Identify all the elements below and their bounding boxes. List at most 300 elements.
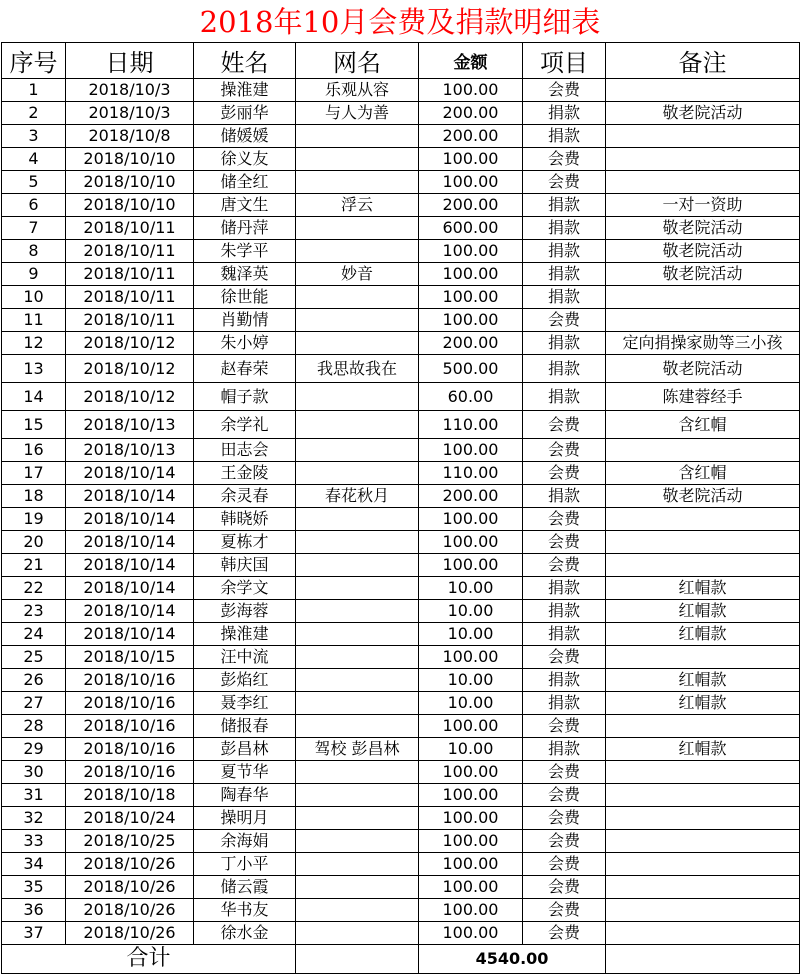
cell-item: 会费 <box>523 531 606 554</box>
cell-remark <box>606 922 800 945</box>
total-row <box>2 945 800 974</box>
cell-nickname <box>296 148 419 171</box>
cell-index: 25 <box>2 646 66 669</box>
cell-amount: 100.00 <box>419 309 523 332</box>
cell-amount: 100.00 <box>419 784 523 807</box>
table-row <box>2 171 800 194</box>
cell-item: 会费 <box>523 439 606 462</box>
cell-name: 聂李红 <box>194 692 296 715</box>
ledger-table <box>1 42 800 974</box>
cell-name: 赵春荣 <box>194 355 296 383</box>
cell-date: 2018/10/14 <box>66 577 194 600</box>
cell-item: 会费 <box>523 171 606 194</box>
cell-name: 朱小婷 <box>194 332 296 355</box>
cell-index: 11 <box>2 309 66 332</box>
cell-name: 操淮建 <box>194 79 296 102</box>
cell-date: 2018/10/11 <box>66 286 194 309</box>
cell-name: 储报春 <box>194 715 296 738</box>
cell-remark: 敬老院活动 <box>606 102 800 125</box>
table-row <box>2 646 800 669</box>
table-row <box>2 383 800 411</box>
cell-remark: 红帽款 <box>606 692 800 715</box>
cell-index: 29 <box>2 738 66 761</box>
cell-item: 捐款 <box>523 263 606 286</box>
header-nickname: 网名 <box>296 43 419 79</box>
cell-date: 2018/10/15 <box>66 646 194 669</box>
cell-index: 10 <box>2 286 66 309</box>
cell-item: 会费 <box>523 807 606 830</box>
cell-nickname <box>296 171 419 194</box>
cell-nickname <box>296 692 419 715</box>
cell-amount: 100.00 <box>419 240 523 263</box>
table-row <box>2 240 800 263</box>
table-row <box>2 738 800 761</box>
cell-remark <box>606 286 800 309</box>
table-row <box>2 807 800 830</box>
cell-item: 捐款 <box>523 102 606 125</box>
cell-name: 帽子款 <box>194 383 296 411</box>
cell-remark <box>606 830 800 853</box>
cell-remark: 定向捐操家勋等三小孩 <box>606 332 800 355</box>
cell-name: 储全红 <box>194 171 296 194</box>
cell-date: 2018/10/14 <box>66 462 194 485</box>
cell-amount: 60.00 <box>419 383 523 411</box>
cell-remark: 敬老院活动 <box>606 485 800 508</box>
cell-nickname <box>296 577 419 600</box>
cell-amount: 600.00 <box>419 217 523 240</box>
cell-index: 21 <box>2 554 66 577</box>
cell-name: 储丹萍 <box>194 217 296 240</box>
cell-amount: 100.00 <box>419 715 523 738</box>
cell-index: 34 <box>2 853 66 876</box>
cell-name: 夏栋才 <box>194 531 296 554</box>
cell-remark: 红帽款 <box>606 600 800 623</box>
cell-amount: 200.00 <box>419 125 523 148</box>
cell-name: 夏节华 <box>194 761 296 784</box>
cell-index: 8 <box>2 240 66 263</box>
cell-nickname <box>296 669 419 692</box>
cell-remark: 红帽款 <box>606 577 800 600</box>
sheet-title: 2018年10月会费及捐款明细表 <box>199 5 601 39</box>
cell-name: 陶春华 <box>194 784 296 807</box>
cell-item: 会费 <box>523 784 606 807</box>
cell-nickname <box>296 853 419 876</box>
cell-remark <box>606 761 800 784</box>
ledger-body <box>2 79 800 945</box>
table-row <box>2 577 800 600</box>
table-row <box>2 853 800 876</box>
cell-amount: 110.00 <box>419 462 523 485</box>
cell-index: 12 <box>2 332 66 355</box>
cell-name: 彭昌林 <box>194 738 296 761</box>
cell-name: 朱学平 <box>194 240 296 263</box>
cell-date: 2018/10/26 <box>66 922 194 945</box>
cell-item: 捐款 <box>523 194 606 217</box>
cell-index: 1 <box>2 79 66 102</box>
cell-date: 2018/10/26 <box>66 853 194 876</box>
table-row <box>2 623 800 646</box>
cell-name: 徐水金 <box>194 922 296 945</box>
cell-nickname <box>296 646 419 669</box>
cell-name: 余灵春 <box>194 485 296 508</box>
cell-nickname <box>296 462 419 485</box>
cell-name: 徐义友 <box>194 148 296 171</box>
table-row <box>2 309 800 332</box>
cell-amount: 100.00 <box>419 439 523 462</box>
cell-nickname <box>296 240 419 263</box>
table-row <box>2 692 800 715</box>
cell-item: 捐款 <box>523 623 606 646</box>
cell-amount: 100.00 <box>419 79 523 102</box>
cell-name: 徐世能 <box>194 286 296 309</box>
table-row <box>2 263 800 286</box>
cell-amount: 200.00 <box>419 102 523 125</box>
cell-remark <box>606 125 800 148</box>
cell-remark: 红帽款 <box>606 738 800 761</box>
cell-nickname <box>296 332 419 355</box>
table-row <box>2 439 800 462</box>
cell-name: 王金陵 <box>194 462 296 485</box>
cell-date: 2018/10/11 <box>66 240 194 263</box>
cell-index: 32 <box>2 807 66 830</box>
cell-index: 35 <box>2 876 66 899</box>
cell-amount: 100.00 <box>419 876 523 899</box>
cell-date: 2018/10/11 <box>66 217 194 240</box>
cell-index: 16 <box>2 439 66 462</box>
cell-nickname <box>296 830 419 853</box>
header-remark: 备注 <box>606 43 800 79</box>
cell-name: 余学文 <box>194 577 296 600</box>
cell-item: 捐款 <box>523 577 606 600</box>
cell-item: 捐款 <box>523 485 606 508</box>
total-blank-remark <box>606 945 800 974</box>
cell-item: 会费 <box>523 462 606 485</box>
cell-item: 捐款 <box>523 600 606 623</box>
cell-amount: 10.00 <box>419 669 523 692</box>
cell-amount: 100.00 <box>419 807 523 830</box>
header-item: 项目 <box>523 43 606 79</box>
cell-remark <box>606 876 800 899</box>
cell-index: 2 <box>2 102 66 125</box>
header-row <box>2 43 800 79</box>
cell-item: 捐款 <box>523 669 606 692</box>
cell-date: 2018/10/8 <box>66 125 194 148</box>
cell-remark <box>606 439 800 462</box>
cell-name: 操淮建 <box>194 623 296 646</box>
cell-nickname <box>296 784 419 807</box>
cell-date: 2018/10/26 <box>66 899 194 922</box>
cell-index: 5 <box>2 171 66 194</box>
cell-index: 17 <box>2 462 66 485</box>
cell-date: 2018/10/10 <box>66 148 194 171</box>
table-row <box>2 217 800 240</box>
cell-item: 捐款 <box>523 286 606 309</box>
cell-date: 2018/10/18 <box>66 784 194 807</box>
cell-nickname <box>296 554 419 577</box>
header-date: 日期 <box>66 43 194 79</box>
table-row <box>2 669 800 692</box>
table-row <box>2 876 800 899</box>
cell-nickname: 春花秋月 <box>296 485 419 508</box>
table-row <box>2 922 800 945</box>
cell-date: 2018/10/14 <box>66 554 194 577</box>
table-row <box>2 600 800 623</box>
cell-index: 31 <box>2 784 66 807</box>
total-blank-nickname <box>296 945 419 974</box>
cell-nickname: 与人为善 <box>296 102 419 125</box>
cell-nickname <box>296 125 419 148</box>
cell-item: 捐款 <box>523 383 606 411</box>
cell-date: 2018/10/14 <box>66 485 194 508</box>
cell-nickname <box>296 761 419 784</box>
cell-amount: 110.00 <box>419 411 523 439</box>
table-row <box>2 125 800 148</box>
total-label: 合计 <box>2 945 296 974</box>
cell-remark <box>606 309 800 332</box>
table-row <box>2 508 800 531</box>
cell-date: 2018/10/14 <box>66 508 194 531</box>
cell-date: 2018/10/16 <box>66 761 194 784</box>
cell-index: 15 <box>2 411 66 439</box>
cell-nickname <box>296 286 419 309</box>
table-row <box>2 355 800 383</box>
cell-date: 2018/10/16 <box>66 669 194 692</box>
cell-item: 会费 <box>523 922 606 945</box>
cell-amount: 100.00 <box>419 761 523 784</box>
table-row <box>2 332 800 355</box>
cell-item: 会费 <box>523 411 606 439</box>
cell-remark: 含红帽 <box>606 411 800 439</box>
cell-nickname <box>296 715 419 738</box>
cell-nickname <box>296 922 419 945</box>
cell-remark: 含红帽 <box>606 462 800 485</box>
cell-amount: 10.00 <box>419 623 523 646</box>
cell-remark <box>606 171 800 194</box>
table-row <box>2 899 800 922</box>
cell-amount: 100.00 <box>419 263 523 286</box>
cell-item: 捐款 <box>523 240 606 263</box>
table-row <box>2 148 800 171</box>
cell-date: 2018/10/14 <box>66 623 194 646</box>
cell-remark <box>606 715 800 738</box>
table-row <box>2 554 800 577</box>
cell-remark: 敬老院活动 <box>606 355 800 383</box>
cell-amount: 100.00 <box>419 531 523 554</box>
cell-nickname <box>296 600 419 623</box>
cell-date: 2018/10/3 <box>66 102 194 125</box>
cell-index: 13 <box>2 355 66 383</box>
table-row <box>2 761 800 784</box>
cell-nickname: 妙音 <box>296 263 419 286</box>
cell-amount: 10.00 <box>419 738 523 761</box>
cell-remark: 陈建蓉经手 <box>606 383 800 411</box>
cell-nickname: 驾校 彭昌林 <box>296 738 419 761</box>
cell-nickname <box>296 309 419 332</box>
cell-date: 2018/10/12 <box>66 332 194 355</box>
cell-amount: 100.00 <box>419 171 523 194</box>
cell-remark <box>606 79 800 102</box>
cell-index: 37 <box>2 922 66 945</box>
cell-remark: 红帽款 <box>606 669 800 692</box>
cell-amount: 100.00 <box>419 853 523 876</box>
cell-index: 36 <box>2 899 66 922</box>
cell-name: 魏泽英 <box>194 263 296 286</box>
cell-name: 余学礼 <box>194 411 296 439</box>
cell-item: 捐款 <box>523 692 606 715</box>
cell-date: 2018/10/14 <box>66 600 194 623</box>
cell-name: 肖勤情 <box>194 309 296 332</box>
cell-amount: 100.00 <box>419 554 523 577</box>
cell-nickname <box>296 899 419 922</box>
cell-amount: 200.00 <box>419 194 523 217</box>
table-row <box>2 102 800 125</box>
cell-nickname <box>296 531 419 554</box>
cell-date: 2018/10/13 <box>66 411 194 439</box>
cell-name: 华书友 <box>194 899 296 922</box>
cell-date: 2018/10/14 <box>66 531 194 554</box>
cell-index: 22 <box>2 577 66 600</box>
cell-index: 20 <box>2 531 66 554</box>
cell-date: 2018/10/25 <box>66 830 194 853</box>
cell-index: 4 <box>2 148 66 171</box>
total-amount: 4540.00 <box>419 945 606 974</box>
cell-index: 7 <box>2 217 66 240</box>
cell-date: 2018/10/10 <box>66 171 194 194</box>
cell-item: 捐款 <box>523 125 606 148</box>
cell-index: 24 <box>2 623 66 646</box>
cell-index: 27 <box>2 692 66 715</box>
cell-date: 2018/10/16 <box>66 692 194 715</box>
cell-item: 会费 <box>523 899 606 922</box>
cell-index: 33 <box>2 830 66 853</box>
cell-name: 彭焰红 <box>194 669 296 692</box>
cell-date: 2018/10/16 <box>66 738 194 761</box>
cell-remark <box>606 807 800 830</box>
cell-name: 韩晓娇 <box>194 508 296 531</box>
cell-amount: 200.00 <box>419 485 523 508</box>
cell-name: 丁小平 <box>194 853 296 876</box>
cell-index: 9 <box>2 263 66 286</box>
cell-amount: 100.00 <box>419 286 523 309</box>
cell-date: 2018/10/11 <box>66 309 194 332</box>
cell-name: 彭丽华 <box>194 102 296 125</box>
cell-item: 会费 <box>523 715 606 738</box>
cell-remark: 红帽款 <box>606 623 800 646</box>
table-row <box>2 79 800 102</box>
cell-amount: 100.00 <box>419 646 523 669</box>
cell-nickname <box>296 876 419 899</box>
cell-nickname: 我思故我在 <box>296 355 419 383</box>
cell-nickname <box>296 807 419 830</box>
cell-index: 26 <box>2 669 66 692</box>
cell-name: 唐文生 <box>194 194 296 217</box>
header-amount: 金额 <box>419 43 523 79</box>
cell-amount: 100.00 <box>419 148 523 171</box>
cell-name: 储云霞 <box>194 876 296 899</box>
cell-item: 会费 <box>523 148 606 171</box>
cell-date: 2018/10/13 <box>66 439 194 462</box>
cell-amount: 10.00 <box>419 600 523 623</box>
table-row <box>2 830 800 853</box>
cell-remark <box>606 899 800 922</box>
cell-item: 会费 <box>523 79 606 102</box>
cell-nickname <box>296 217 419 240</box>
cell-name: 余海娟 <box>194 830 296 853</box>
cell-item: 捐款 <box>523 332 606 355</box>
cell-remark: 敬老院活动 <box>606 240 800 263</box>
cell-item: 会费 <box>523 830 606 853</box>
cell-item: 捐款 <box>523 738 606 761</box>
cell-remark: 敬老院活动 <box>606 217 800 240</box>
cell-nickname: 浮云 <box>296 194 419 217</box>
cell-nickname <box>296 411 419 439</box>
cell-item: 会费 <box>523 309 606 332</box>
cell-index: 18 <box>2 485 66 508</box>
cell-remark: 一对一资助 <box>606 194 800 217</box>
cell-date: 2018/10/24 <box>66 807 194 830</box>
cell-index: 6 <box>2 194 66 217</box>
cell-index: 30 <box>2 761 66 784</box>
table-row <box>2 485 800 508</box>
cell-date: 2018/10/3 <box>66 79 194 102</box>
cell-nickname: 乐观从容 <box>296 79 419 102</box>
cell-index: 14 <box>2 383 66 411</box>
cell-item: 会费 <box>523 853 606 876</box>
cell-index: 23 <box>2 600 66 623</box>
header-index: 序号 <box>2 43 66 79</box>
cell-item: 会费 <box>523 761 606 784</box>
cell-date: 2018/10/10 <box>66 194 194 217</box>
cell-amount: 200.00 <box>419 332 523 355</box>
cell-index: 3 <box>2 125 66 148</box>
cell-item: 捐款 <box>523 355 606 383</box>
header-name: 姓名 <box>194 43 296 79</box>
cell-amount: 100.00 <box>419 508 523 531</box>
cell-amount: 100.00 <box>419 830 523 853</box>
cell-nickname <box>296 439 419 462</box>
cell-remark <box>606 508 800 531</box>
cell-remark <box>606 784 800 807</box>
cell-amount: 100.00 <box>419 922 523 945</box>
cell-remark <box>606 148 800 171</box>
cell-date: 2018/10/12 <box>66 355 194 383</box>
cell-name: 汪中流 <box>194 646 296 669</box>
cell-index: 19 <box>2 508 66 531</box>
cell-date: 2018/10/11 <box>66 263 194 286</box>
cell-amount: 500.00 <box>419 355 523 383</box>
table-row <box>2 286 800 309</box>
table-row <box>2 715 800 738</box>
cell-item: 会费 <box>523 508 606 531</box>
cell-name: 储媛媛 <box>194 125 296 148</box>
cell-date: 2018/10/26 <box>66 876 194 899</box>
table-row <box>2 462 800 485</box>
cell-remark <box>606 554 800 577</box>
cell-amount: 100.00 <box>419 899 523 922</box>
table-row <box>2 531 800 554</box>
cell-name: 韩庆国 <box>194 554 296 577</box>
cell-amount: 10.00 <box>419 692 523 715</box>
cell-date: 2018/10/12 <box>66 383 194 411</box>
cell-name: 操明月 <box>194 807 296 830</box>
cell-item: 会费 <box>523 554 606 577</box>
cell-item: 会费 <box>523 876 606 899</box>
cell-item: 会费 <box>523 646 606 669</box>
table-row <box>2 411 800 439</box>
cell-remark: 敬老院活动 <box>606 263 800 286</box>
cell-nickname <box>296 508 419 531</box>
cell-date: 2018/10/16 <box>66 715 194 738</box>
